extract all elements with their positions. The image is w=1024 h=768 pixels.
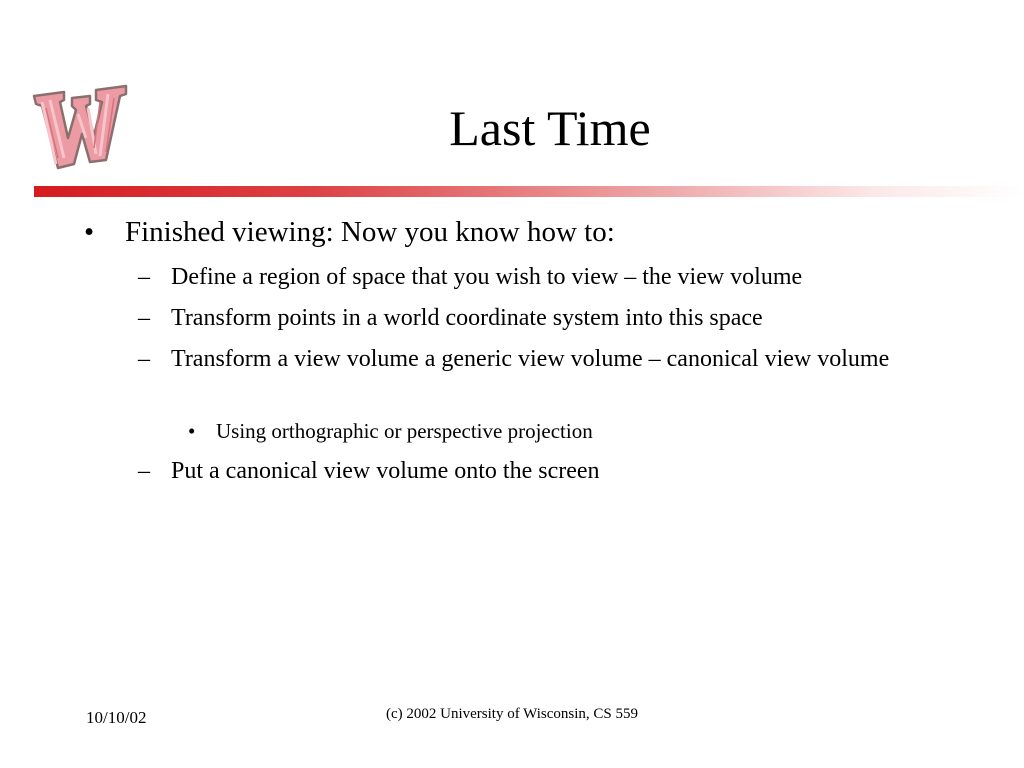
footer-date: 10/10/02	[86, 708, 147, 727]
list-item-text: Put a canonical view volume onto the screen	[171, 458, 600, 484]
bullet-icon: •	[188, 419, 196, 443]
slide-title: Last Time	[449, 100, 651, 156]
list-item-text: Transform a view volume a generic view volume – canonical view volume	[171, 346, 890, 372]
dash-bullet-icon: –	[138, 305, 150, 331]
dash-bullet-icon: –	[138, 346, 150, 372]
dash-bullet-icon: –	[138, 458, 150, 484]
footer-copyright: (c) 2002 University of Wisconsin, CS 559	[385, 706, 639, 722]
list-item-text: Using orthographic or perspective projection	[216, 419, 593, 443]
dash-bullet-icon: –	[138, 264, 150, 290]
list-item-text: Transform points in a world coordinate system into this space	[171, 305, 763, 331]
title-divider	[34, 186, 1024, 197]
list-item-text: Define a region of space that you wish to view – the view volume	[171, 264, 803, 290]
bullet-icon: •	[84, 216, 95, 248]
list-item-text: Finished viewing: Now you know how to:	[125, 216, 615, 248]
